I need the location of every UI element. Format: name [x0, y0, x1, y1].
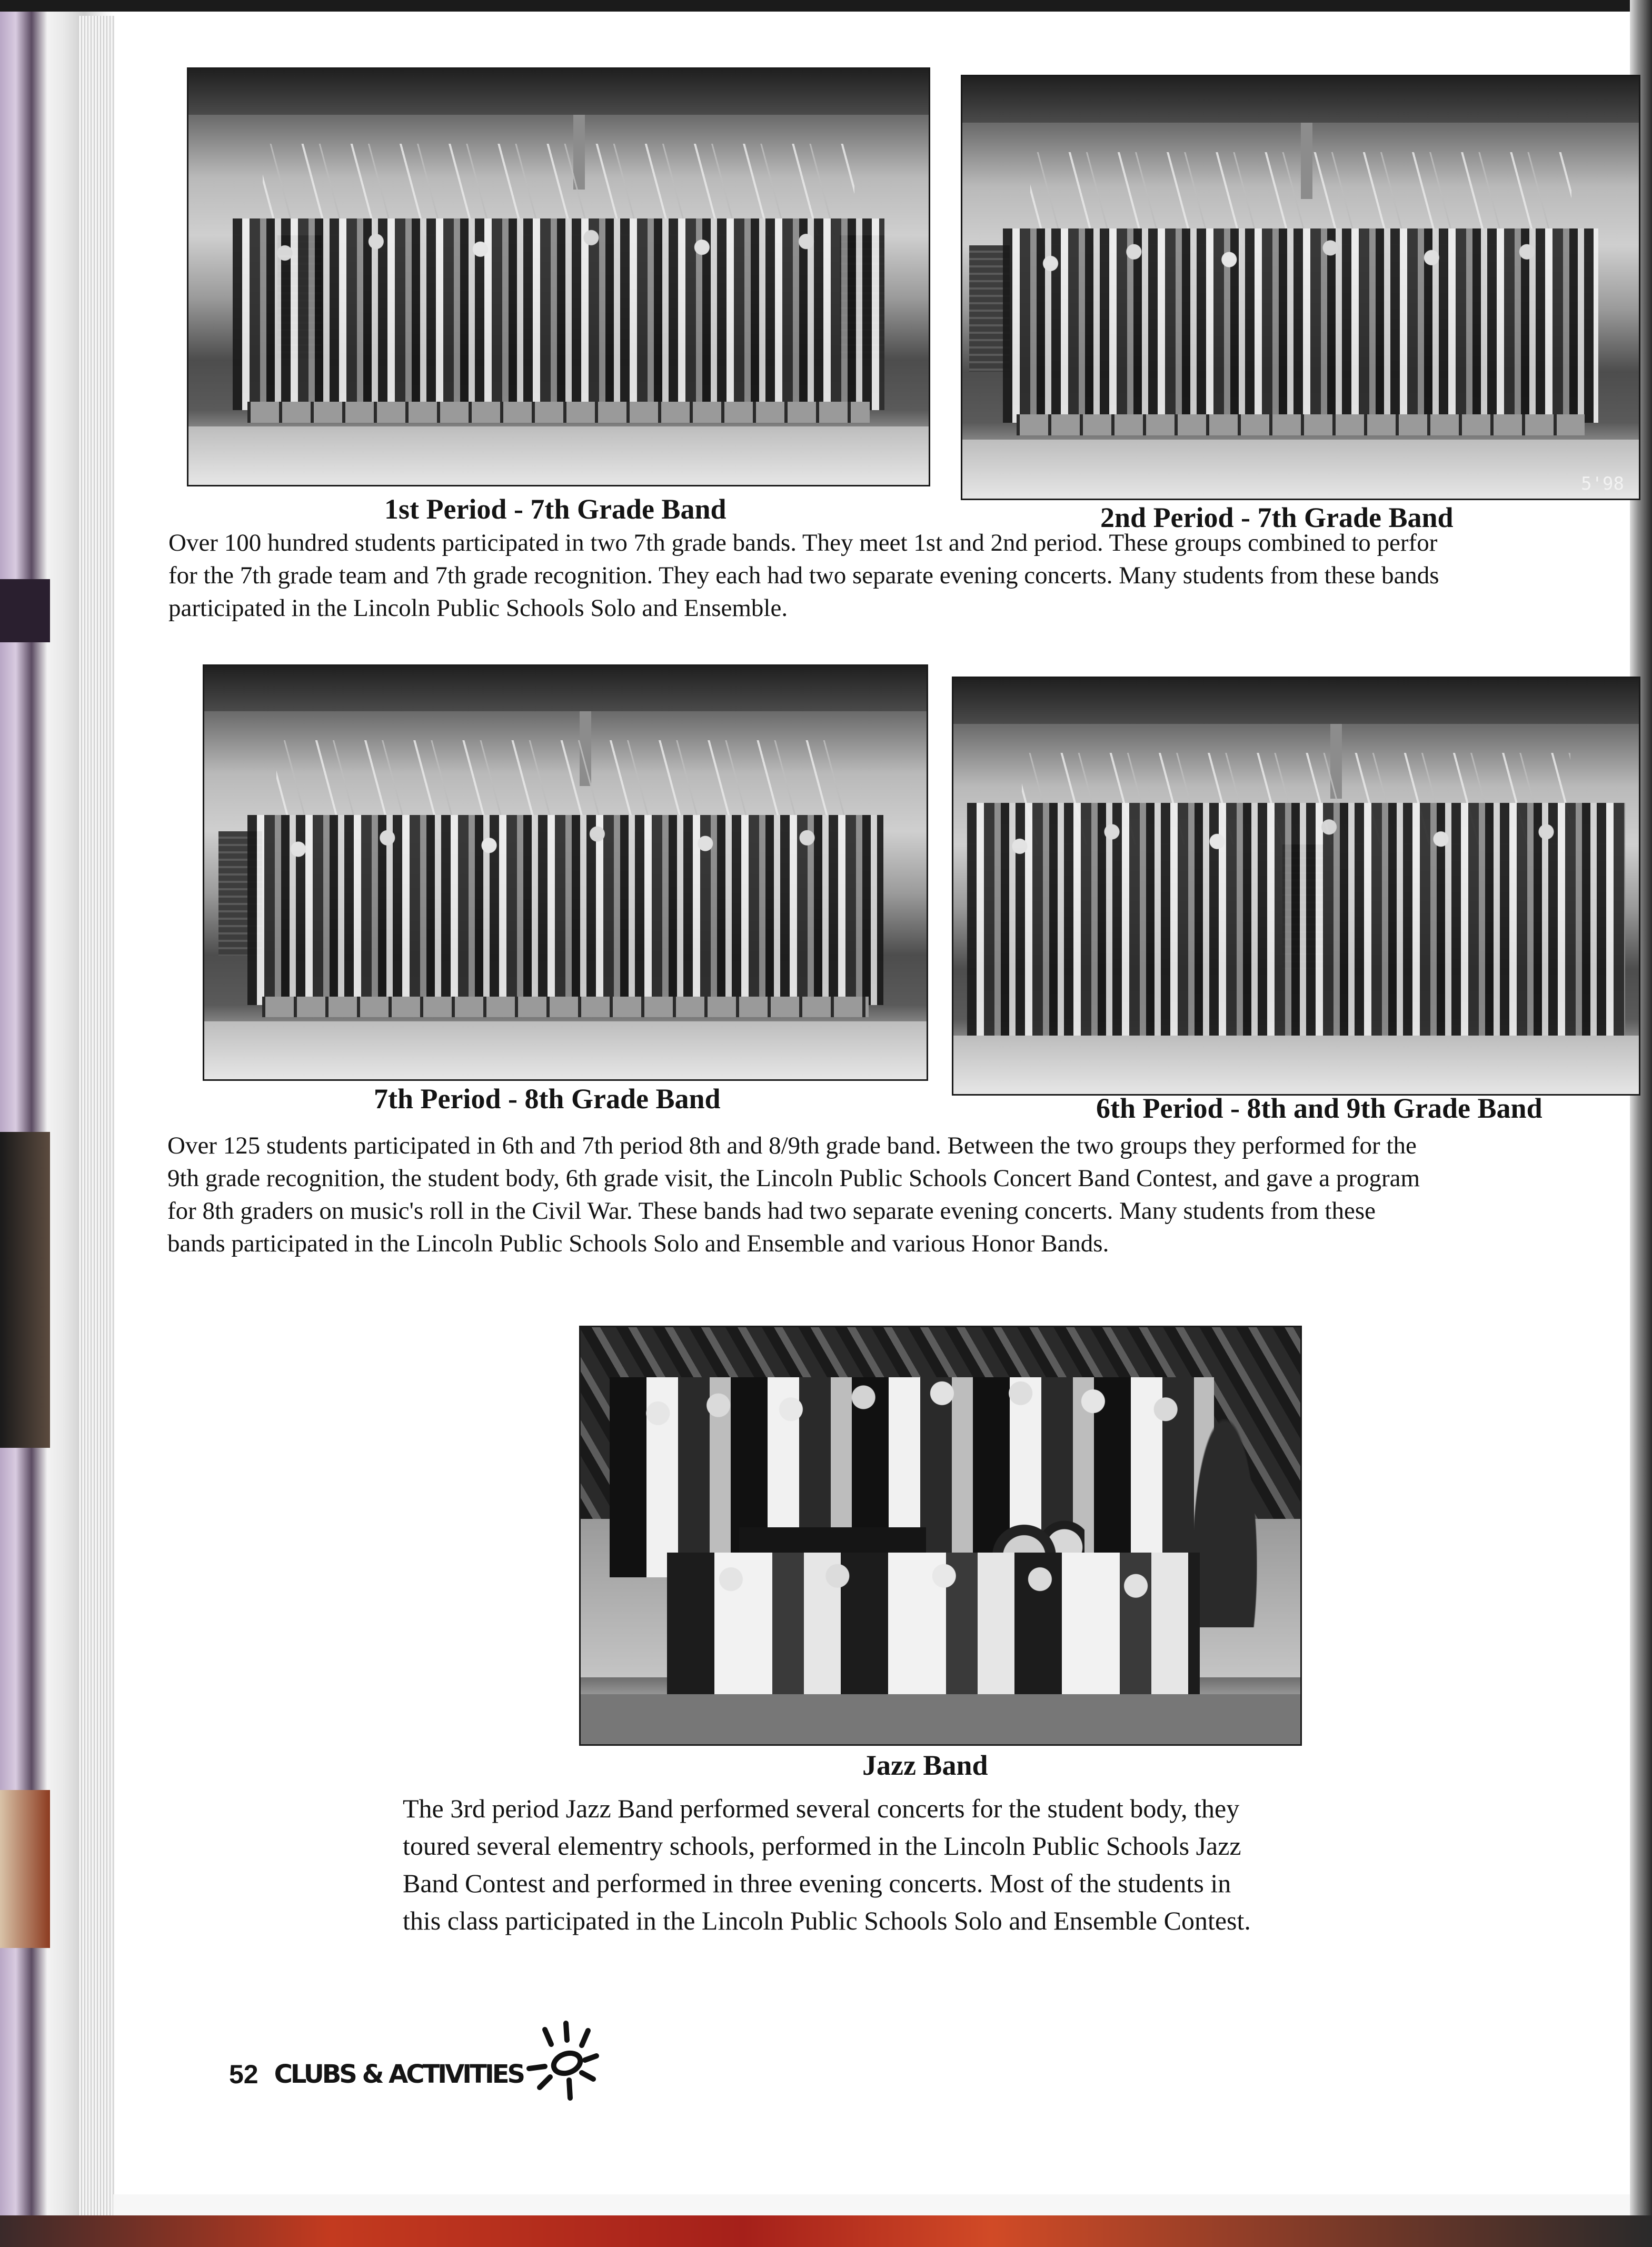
paragraph-7th-grade-bands: [168, 526, 1637, 624]
photo-students: [967, 803, 1625, 1044]
binding-color-strip: [0, 1132, 50, 1448]
photo-1st-period-7th-grade-band: [187, 67, 930, 486]
photo-risers: [247, 402, 869, 423]
page-bottom-edge: [113, 2194, 1630, 2215]
photo-risers: [262, 997, 869, 1017]
photo-floor: [962, 440, 1639, 499]
binding-color-strip: [0, 579, 50, 642]
photo-floor: [204, 1021, 927, 1079]
text-line: 9th grade recognition, the student body, 6th grade visit, the Lincoln Public Schools Concert Band Contest, and gave a program: [167, 1165, 1420, 1192]
photo-jazz-band: [579, 1326, 1302, 1746]
photo-ceiling: [953, 678, 1639, 724]
text-line: The 3rd period Jazz Band performed several concerts for the student body, they: [403, 1794, 1240, 1823]
photo-risers: [1017, 414, 1585, 435]
section-name: CLUBS & ACTIVITIES: [274, 2060, 524, 2089]
caption-1st-period: 1st Period - 7th Grade Band: [384, 493, 727, 525]
photo-students: [247, 815, 883, 1005]
photo-upright-bass: [1192, 1419, 1257, 1627]
photo-ceiling: [188, 69, 929, 115]
photo-ceiling: [204, 666, 927, 711]
text-line: Over 125 students participated in 6th and 7th period 8th and 8/9th grade band. Between the two groups they performed for the: [167, 1132, 1417, 1159]
photo-ceiling: [962, 76, 1639, 123]
sun-doodle-icon: [519, 2014, 613, 2109]
photo-7th-period-8th-grade-band: [203, 664, 928, 1081]
text-line: Over 100 hundred students participated in two 7th grade bands. They meet 1st and 2nd period. These groups combined to perfor: [168, 529, 1438, 556]
text-line: toured several elementry schools, performed in the Lincoln Public Schools Jazz: [403, 1831, 1241, 1861]
photo-6th-period-8th-and-9th-grade-band: [952, 677, 1640, 1096]
text-line: Band Contest and performed in three evening concerts. Most of the students in: [403, 1868, 1231, 1898]
photo-floor: [953, 1036, 1639, 1094]
photo-students: [233, 218, 884, 410]
binding-color-strip: [0, 1790, 50, 1948]
text-line: this class participated in the Lincoln Public Schools Solo and Ensemble Contest.: [403, 1906, 1251, 1935]
page-number: 52: [229, 2060, 258, 2089]
text-line: bands participated in the Lincoln Public Schools Solo and Ensemble and various Honor Bands.: [167, 1230, 1109, 1257]
paragraph-8th-9th-grade-bands: [167, 1129, 1636, 1260]
scan-top-edge: [0, 0, 1652, 12]
photo-floor: [581, 1694, 1300, 1744]
photo-students: [1003, 228, 1598, 423]
text-line: for the 7th grade team and 7th grade recognition. They each had two separate evening concerts. Many students from these bands: [168, 562, 1439, 589]
photo-floor: [188, 426, 929, 485]
page-edge: [78, 16, 115, 2247]
scan-bottom-band: [0, 2215, 1652, 2247]
caption-jazz-band: Jazz Band: [862, 1749, 988, 1781]
text-line: for 8th graders on music's roll in the Civil War. These bands had two separate evening concerts. Many students from these: [167, 1197, 1376, 1225]
caption-2nd-period: 2nd Period - 7th Grade Band: [1100, 502, 1454, 533]
caption-7th-period: 7th Period - 8th Grade Band: [374, 1083, 721, 1115]
caption-6th-period: 6th Period - 8th and 9th Grade Band: [1096, 1092, 1542, 1124]
paragraph-jazz-band: [403, 1790, 1482, 1940]
photo-date-stamp: 5'98: [1581, 473, 1624, 494]
photo-2nd-period-7th-grade-band: [961, 75, 1640, 500]
page-footer: [229, 2043, 523, 2106]
text-line: participated in the Lincoln Public Schools Solo and Ensemble.: [168, 594, 788, 622]
